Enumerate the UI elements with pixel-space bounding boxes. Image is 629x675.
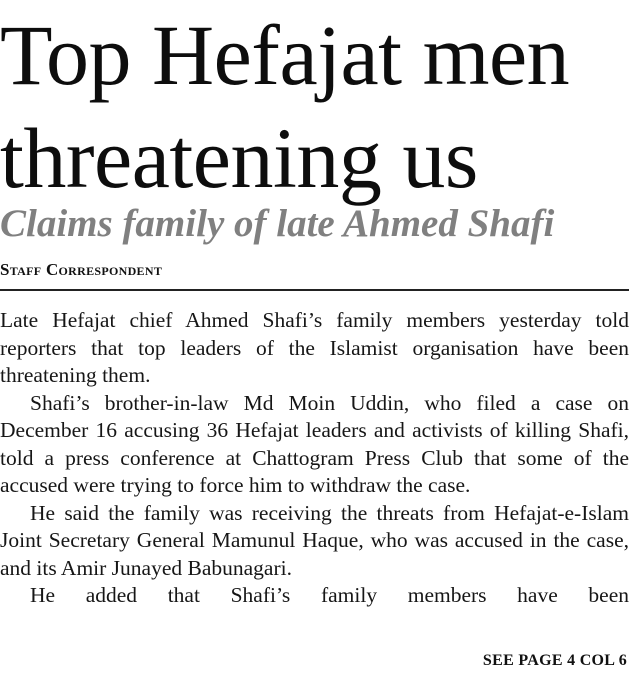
paragraph-3: He said the family was receiving the threats from Hefajat-e-Islam Joint Secretary General Mamunul Haque, who was accused in the case, and its Amir Junayed Babunagari. [0, 500, 629, 580]
headline-line-1: Top Hefajat men [0, 7, 570, 103]
headline-line-2: threatening us [0, 110, 478, 206]
article-body [0, 307, 629, 610]
continuation-link[interactable]: SEE PAGE 4 COL 6 [482, 652, 627, 669]
paragraph-4: He added that Shafi’s family members have been [30, 583, 629, 607]
byline: Staff Correspondent [0, 260, 163, 279]
paragraph-1: Late Hefajat chief Ahmed Shafi’s family members yesterday told reporters that top leaders of the Islamist organisation have been threatening them. [0, 308, 629, 387]
subheadline: Claims family of late Ahmed Shafi [0, 202, 555, 245]
paragraph-2: Shafi’s brother-in-law Md Moin Uddin, who filed a case on December 16 accusing 36 Hefajat leaders and activists of killing Shafi, told a press conference at Chattogram Press Club that some of the accused were trying to force him to withdraw the case. [0, 390, 629, 497]
headline [0, 4, 629, 210]
divider-rule [0, 289, 629, 291]
